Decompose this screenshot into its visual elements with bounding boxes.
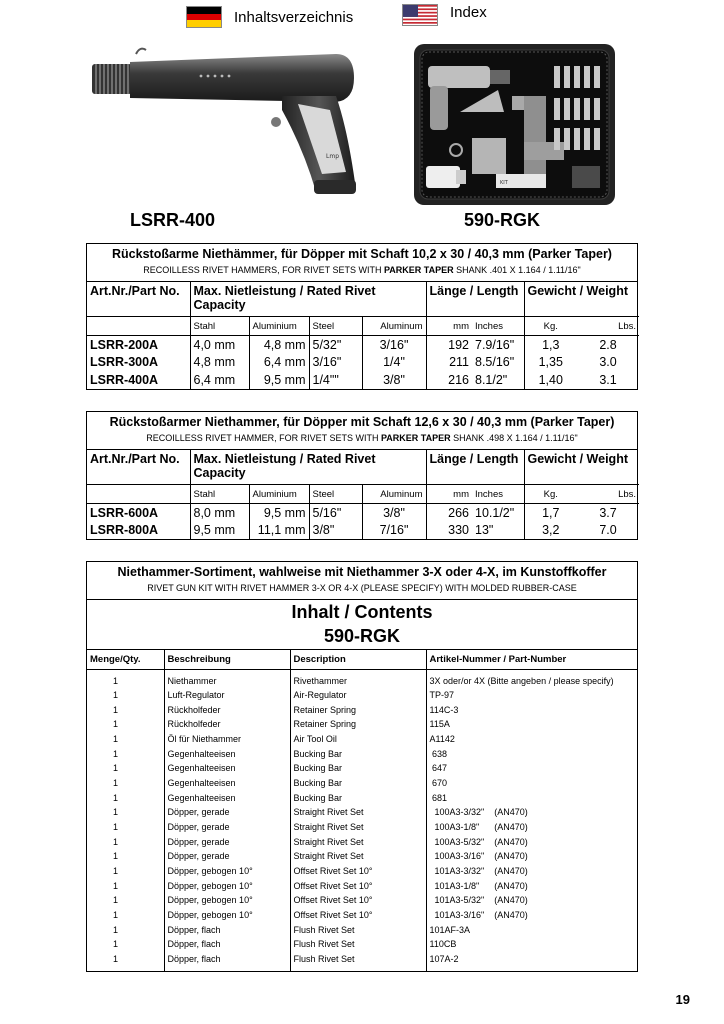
nav-label-us: Index — [450, 3, 487, 21]
table-row — [87, 849, 637, 864]
beschreibung: Rückholfeder — [164, 703, 290, 718]
unit-stahl: Stahl — [190, 316, 249, 335]
unit-aluminium: Aluminium — [249, 316, 309, 335]
length-inches: 13" — [475, 523, 494, 537]
table-row — [87, 952, 637, 971]
part-number: 100A3-1/8" (AN470) — [426, 820, 637, 835]
beschreibung: Döpper, gebogen 10° — [164, 879, 290, 894]
cap-aluminum: 3/16" — [362, 335, 426, 353]
part-number: LSRR-800A — [90, 523, 159, 537]
part-number: 100A3-3/32" (AN470) — [426, 805, 637, 820]
length-inches: 8.5/16" — [475, 355, 515, 369]
beschreibung: Döpper, gebogen 10° — [164, 893, 290, 908]
description: Straight Rivet Set — [290, 849, 426, 864]
description: Rivethammer — [290, 669, 426, 688]
spec-table-lsrr-small — [86, 243, 638, 390]
cap-aluminium: 11,1 mm — [249, 521, 309, 539]
length-mm: 211 — [426, 353, 472, 371]
table-row — [87, 776, 637, 791]
beschreibung: Döpper, gerade — [164, 849, 290, 864]
table-row — [87, 747, 637, 762]
us-flag-icon — [402, 4, 438, 26]
cap-steel: 5/32" — [309, 335, 362, 353]
nav-link-index[interactable] — [402, 4, 487, 26]
kit-grid — [87, 650, 637, 971]
description: Bucking Bar — [290, 776, 426, 791]
weight-lbs: 3.0 — [599, 355, 617, 369]
header-length: Länge / Length — [426, 282, 524, 316]
header-weight: Gewicht / Weight — [524, 450, 639, 484]
description: Retainer Spring — [290, 717, 426, 732]
cap-stahl: 8,0 mm — [190, 503, 249, 521]
spec-table-title: Rückstoßarme Niethämmer, für Döpper mit Schaft 10,2 x 30 / 40,3 mm (Parker Taper) — [112, 247, 612, 261]
weight-lbs: 7.0 — [599, 523, 617, 537]
part-number: 101A3-3/32" (AN470) — [426, 864, 637, 879]
description: Flush Rivet Set — [290, 952, 426, 971]
part-number: A1142 — [426, 732, 637, 747]
part-number: 681 — [426, 791, 637, 806]
unit-kg: Kg. — [524, 484, 577, 503]
table-row — [87, 669, 637, 688]
part-number: 100A3-3/16" (AN470) — [426, 849, 637, 864]
cap-stahl: 6,4 mm — [190, 371, 249, 389]
description: Flush Rivet Set — [290, 923, 426, 938]
description: Bucking Bar — [290, 761, 426, 776]
cap-steel: 3/8" — [309, 521, 362, 539]
nav-label-de: Inhaltsverzeichnis — [234, 8, 354, 26]
qty: 1 — [113, 675, 119, 686]
weight-lbs: 2.8 — [599, 337, 617, 352]
description: Straight Rivet Set — [290, 835, 426, 850]
part-number: 114C-3 — [426, 703, 637, 718]
rivet-gun-kit-case-photo — [412, 42, 617, 207]
qty: 1 — [113, 910, 119, 920]
header-part-no: Art.Nr./Part No. — [90, 284, 180, 298]
subtitle-text: SHANK .401 X 1.164 / 1.11/16" — [453, 265, 581, 275]
description: Offset Rivet Set 10° — [290, 864, 426, 879]
cap-aluminium: 4,8 mm — [249, 335, 309, 353]
cap-aluminum: 1/4" — [362, 353, 426, 371]
description: Air Tool Oil — [290, 732, 426, 747]
qty: 1 — [113, 939, 119, 950]
subtitle-bold: PARKER TAPER — [383, 265, 454, 275]
cap-aluminium: 9,5 mm — [249, 503, 309, 521]
table-row — [87, 879, 637, 894]
table-row — [87, 835, 637, 850]
kit-contents-table — [86, 561, 638, 972]
cap-aluminum: 3/8" — [362, 503, 426, 521]
table-row — [87, 761, 637, 776]
description: Straight Rivet Set — [290, 820, 426, 835]
part-number: 110CB — [426, 937, 637, 952]
beschreibung: Gegenhalteeisen — [164, 791, 290, 806]
part-number: 647 — [426, 761, 637, 776]
qty: 1 — [113, 895, 119, 906]
beschreibung: Döpper, gebogen 10° — [164, 908, 290, 923]
description: Retainer Spring — [290, 703, 426, 718]
spec-table-lsrr-large — [86, 411, 638, 540]
beschreibung: Döpper, flach — [164, 937, 290, 952]
weight-kg: 1,40 — [524, 371, 577, 389]
cap-aluminium: 9,5 mm — [249, 371, 309, 389]
part-number: 107A-2 — [426, 952, 637, 971]
unit-blank — [87, 316, 190, 335]
header-capacity: Max. Nietleistung / Rated Rivet Capacity — [190, 282, 426, 316]
unit-mm: mm — [426, 484, 472, 503]
beschreibung: Döpper, gerade — [164, 820, 290, 835]
nav-link-inhaltsverzeichnis[interactable] — [186, 6, 353, 28]
header-capacity: Max. Nietleistung / Rated Rivet Capacity — [190, 450, 426, 484]
part-number: 3X oder/or 4X (Bitte angeben / please specify) — [426, 669, 637, 688]
part-number: LSRR-200A — [90, 337, 159, 352]
spec-table-title: Rückstoßarmer Niethammer, für Döpper mit Schaft 12,6 x 30 / 40,3 mm (Parker Taper) — [109, 415, 615, 429]
table-row — [87, 908, 637, 923]
table-row — [87, 893, 637, 908]
description: Flush Rivet Set — [290, 937, 426, 952]
table-row — [87, 923, 637, 938]
spec-table-subtitle — [87, 263, 637, 282]
description: Offset Rivet Set 10° — [290, 908, 426, 923]
length-mm: 192 — [426, 335, 472, 353]
svg-text:KIT: KIT — [500, 180, 508, 186]
length-mm: 266 — [426, 503, 472, 521]
table-row — [87, 353, 639, 371]
qty: 1 — [113, 734, 119, 745]
table-row — [87, 688, 637, 703]
length-mm: 216 — [426, 371, 472, 389]
weight-kg: 1,7 — [524, 503, 577, 521]
beschreibung: Rückholfeder — [164, 717, 290, 732]
beschreibung: Öl für Niethammer — [164, 732, 290, 747]
beschreibung: Niethammer — [164, 669, 290, 688]
qty: 1 — [113, 924, 119, 935]
beschreibung: Gegenhalteeisen — [164, 761, 290, 776]
beschreibung: Döpper, flach — [164, 952, 290, 971]
table-row — [87, 864, 637, 879]
description: Straight Rivet Set — [290, 805, 426, 820]
qty: 1 — [113, 704, 119, 715]
unit-aluminum: Aluminum — [362, 316, 426, 335]
subtitle-text: SHANK .498 X 1.164 / 1.11/16" — [450, 433, 578, 443]
header-weight: Gewicht / Weight — [524, 282, 639, 316]
german-flag-icon — [186, 6, 222, 28]
qty: 1 — [113, 719, 119, 730]
cap-steel: 1/4"" — [309, 371, 362, 389]
spec-table-subtitle — [87, 431, 637, 450]
qty: 1 — [113, 836, 119, 847]
table-row — [87, 820, 637, 835]
header-part-no: Art.Nr./Part No. — [90, 452, 180, 466]
unit-aluminium: Aluminium — [249, 484, 309, 503]
unit-inches: Inches — [472, 316, 524, 335]
table-row — [87, 521, 639, 539]
part-number: 101A3-5/32" (AN470) — [426, 893, 637, 908]
table-row — [87, 703, 637, 718]
unit-aluminum: Aluminum — [362, 484, 426, 503]
product-caption-lsrr-400: LSRR-400 — [130, 210, 216, 230]
header-description: Description — [290, 650, 426, 669]
length-mm: 330 — [426, 521, 472, 539]
svg-text:Lmp: Lmp — [326, 153, 339, 160]
part-number: 101AF-3A — [426, 923, 637, 938]
table-row — [87, 371, 639, 389]
qty: 1 — [113, 778, 119, 789]
unit-mm: mm — [426, 316, 472, 335]
cap-steel: 3/16" — [309, 353, 362, 371]
part-number: LSRR-400A — [90, 373, 159, 387]
weight-kg: 1,3 — [524, 335, 577, 353]
part-number: 101A3-3/16" (AN470) — [426, 908, 637, 923]
product-caption-590-rgk: 590-RGK — [464, 210, 541, 230]
unit-blank — [87, 484, 190, 503]
cap-stahl: 4,8 mm — [190, 353, 249, 371]
header-length: Länge / Length — [426, 450, 524, 484]
cap-aluminum: 3/8" — [362, 371, 426, 389]
cap-stahl: 9,5 mm — [190, 521, 249, 539]
qty: 1 — [113, 880, 119, 891]
description: Offset Rivet Set 10° — [290, 893, 426, 908]
part-number: 101A3-1/8" (AN470) — [426, 879, 637, 894]
unit-inches: Inches — [472, 484, 524, 503]
unit-lbs: Lbs. — [577, 316, 639, 335]
header-qty: Menge/Qty. — [87, 650, 164, 669]
length-inches: 8.1/2" — [475, 373, 508, 387]
beschreibung: Luft-Regulator — [164, 688, 290, 703]
spec-grid — [87, 282, 639, 389]
unit-lbs: Lbs. — [577, 484, 639, 503]
qty: 1 — [113, 763, 119, 774]
contents-code: 590-RGK — [323, 626, 401, 646]
unit-steel: Steel — [309, 316, 362, 335]
rivet-hammer-photo — [86, 40, 376, 210]
cap-stahl: 4,0 mm — [190, 335, 249, 353]
page-number: 19 — [675, 992, 690, 1007]
qty: 1 — [113, 953, 119, 964]
beschreibung: Gegenhalteeisen — [164, 776, 290, 791]
part-number: 100A3-5/32" (AN470) — [426, 835, 637, 850]
beschreibung: Döpper, gerade — [164, 805, 290, 820]
part-number: 115A — [426, 717, 637, 732]
unit-kg: Kg. — [524, 316, 577, 335]
description: Bucking Bar — [290, 791, 426, 806]
table-row — [87, 732, 637, 747]
weight-kg: 3,2 — [524, 521, 577, 539]
kit-rows — [87, 669, 637, 971]
table-row — [87, 791, 637, 806]
cap-steel: 5/16" — [309, 503, 362, 521]
table-row — [87, 717, 637, 732]
header-part-number: Artikel-Nummer / Part-Number — [426, 650, 637, 669]
subtitle-bold: PARKER TAPER — [380, 433, 451, 443]
kit-contents-heading — [87, 600, 637, 650]
unit-steel: Steel — [309, 484, 362, 503]
subtitle-text: RECOILLESS RIVET HAMMER, FOR RIVET SETS WITH — [146, 433, 381, 443]
description: Air-Regulator — [290, 688, 426, 703]
qty: 1 — [113, 748, 119, 759]
beschreibung: Döpper, flach — [164, 923, 290, 938]
table-row — [87, 805, 637, 820]
part-number: 638 — [426, 747, 637, 762]
contents-title: Inhalt / Contents — [291, 602, 433, 622]
part-number: 670 — [426, 776, 637, 791]
cap-aluminum: 7/16" — [362, 521, 426, 539]
part-number: LSRR-300A — [90, 355, 159, 369]
qty: 1 — [113, 851, 119, 862]
top-nav — [0, 3, 724, 32]
weight-lbs: 3.7 — [599, 505, 617, 520]
weight-lbs: 3.1 — [599, 373, 617, 387]
qty: 1 — [113, 822, 119, 833]
cap-aluminium: 6,4 mm — [249, 353, 309, 371]
beschreibung: Döpper, gebogen 10° — [164, 864, 290, 879]
table-row — [87, 335, 639, 353]
beschreibung: Döpper, gerade — [164, 835, 290, 850]
unit-stahl: Stahl — [190, 484, 249, 503]
part-number: LSRR-600A — [90, 505, 159, 520]
description: Offset Rivet Set 10° — [290, 879, 426, 894]
kit-subtitle: RIVET GUN KIT WITH RIVET HAMMER 3-X OR 4-X (PLEASE SPECIFY) WITH MOLDED RUBBER-CASE — [87, 581, 637, 600]
qty: 1 — [113, 866, 119, 877]
description: Bucking Bar — [290, 747, 426, 762]
subtitle-text: RECOILLESS RIVET HAMMERS, FOR RIVET SETS WITH — [143, 265, 384, 275]
spec-grid — [87, 450, 639, 539]
header-beschreibung: Beschreibung — [164, 650, 290, 669]
length-inches: 10.1/2" — [475, 505, 515, 520]
part-number: TP-97 — [426, 688, 637, 703]
table-row — [87, 937, 637, 952]
weight-kg: 1,35 — [524, 353, 577, 371]
qty: 1 — [113, 807, 119, 818]
length-inches: 7.9/16" — [475, 337, 515, 352]
qty: 1 — [113, 690, 119, 701]
table-row — [87, 503, 639, 521]
qty: 1 — [113, 792, 119, 803]
beschreibung: Gegenhalteeisen — [164, 747, 290, 762]
kit-title: Niethammer-Sortiment, wahlweise mit Niethammer 3-X oder 4-X, im Kunstoffkoffer — [117, 565, 607, 579]
